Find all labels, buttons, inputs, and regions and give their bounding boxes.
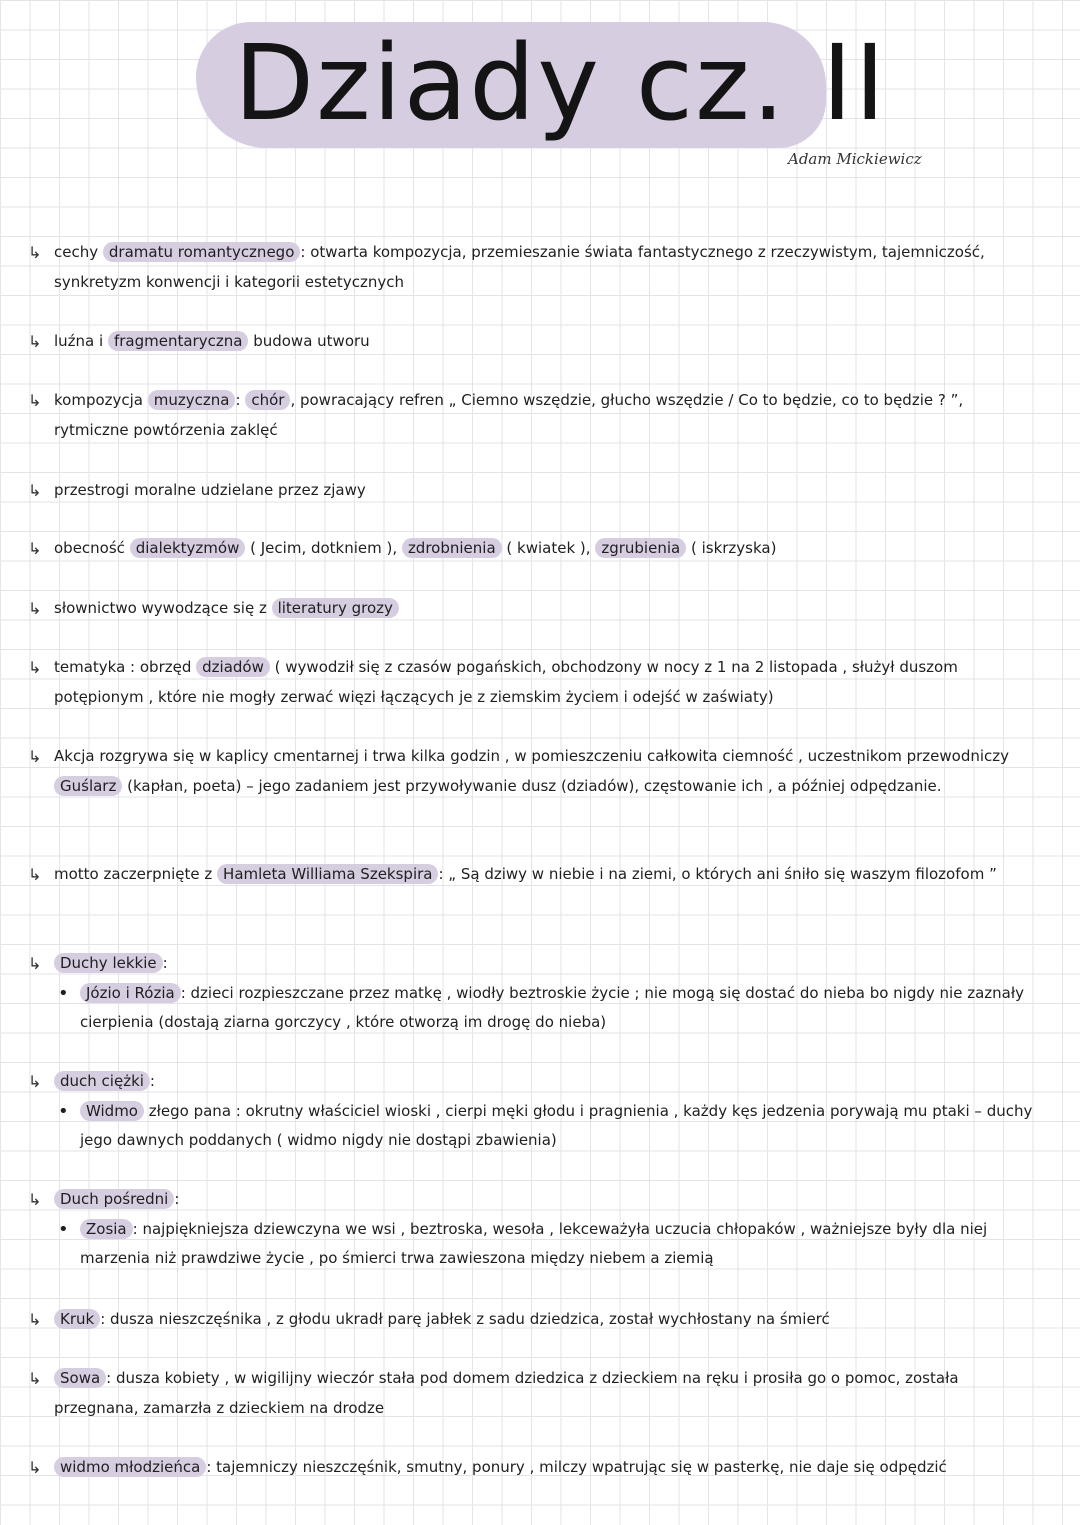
note-romantic-drama [28,238,1038,297]
highlighted-term: dialektyzmów [130,538,246,558]
note-light-spirits [28,949,1038,1038]
author: Adam Mickiewicz [788,150,922,168]
arrow-icon: ↳ [28,1458,42,1477]
highlighted-term: dramatu romantycznego [103,242,300,262]
bullet-icon: • [58,982,69,1004]
highlighted-term: dziadów [196,657,270,677]
arrow-icon: ↳ [28,1310,42,1329]
arrow-icon: ↳ [28,658,42,677]
note-musical-composition [28,386,1038,445]
highlighted-term: Hamleta Williama Szekspira [217,864,438,884]
note-structure [28,327,1038,357]
note-text: cechy dramatu romantycznego : otwarta kompozycja, przemieszanie świata fantastycznego z rzeczywistym, tajemniczość, synkretyzm konwencji i kategorii estetycznych [54,243,985,291]
highlighted-term: Zosia [80,1219,133,1239]
note-text: Duchy lekkie : [54,949,1038,979]
note-text: kompozycja muzyczna : chór , powracający refren „ Ciemno wszędzie, głucho wszędzie / Co to będzie, co to będzie ? ”, rytmiczne powtórzenia zaklęć [54,391,964,439]
note-text: motto zaczerpnięte z Hamleta Williama Szekspira : „ Są dziwy w niebie i na ziemi, o których ani śniło się waszym filozofom ” [54,865,997,883]
note-text: słownictwo wywodzące się z literatury grozy [54,594,1038,624]
note-text: Duch pośredni : [54,1185,1038,1215]
highlighted-term: literatury grozy [272,598,399,618]
arrow-icon: ↳ [28,481,42,500]
note-text: luźna i fragmentaryczna budowa utworu [54,332,370,350]
note-moral-warnings [28,476,1038,506]
bullet-icon: • [58,1218,69,1240]
sub-item: • Zosia : najpiękniejsza dziewczyna we wsi , beztroska, wesoła , lekceważyła uczucia chłopaków , ważniejsze były dla niej marzenia niż prawdziwe życie , po śmierci trwa zawieszona między niebem a ziemią [58,1215,1038,1274]
note-text: Sowa : dusza kobiety , w wigilijny wieczór stała pod domem dziedzica z dzieckiem na ręku i prosiła go o pomoc, została przegnana, zamarzła z dzieckiem na drodze [54,1369,959,1417]
page-title: Dziady cz. II [234,22,888,144]
highlighted-term: chór [245,390,290,410]
arrow-icon: ↳ [28,391,42,410]
title-block [196,8,888,158]
note-motto [28,860,1038,890]
note-owl [28,1364,1038,1423]
note-text: Akcja rozgrywa się w kaplicy cmentarnej i trwa kilka godzin , w pomieszczeniu całkowita ciemność , uczestnikom przewodniczy Guślarz (kapłan, poeta) – jego zadaniem jest przywoływanie dusz (dziadów), częstowanie ich , a później odpędzanie. [54,747,1010,795]
highlighted-term: widmo młodzieńca [54,1457,206,1477]
highlighted-term: Widmo [80,1101,144,1121]
note-heavy-spirit [28,1067,1038,1156]
note-text: przestrogi moralne udzielane przez zjawy [54,481,366,499]
highlighted-term: fragmentaryczna [108,331,248,351]
arrow-icon: ↳ [28,1072,42,1091]
note-raven [28,1305,1038,1335]
highlighted-term: Sowa [54,1368,106,1388]
note-text: obecność dialektyzmów ( Jecim, dotkniem ), zdrobnienia ( kwiatek ), zgrubienia ( iskrzyska) [54,539,777,557]
arrow-icon: ↳ [28,1369,42,1388]
note-text: tematyka : obrzęd dziadów ( wywodził się z czasów pogańskich, obchodzony w nocy z 1 na 2 listopada , służył duszom potępionym , które nie mogły zerwać więzi łączących je z ziemskim życiem i odejść w zaświaty) [54,658,958,706]
highlighted-term: Guślarz [54,776,122,796]
arrow-icon: ↳ [28,599,42,618]
arrow-icon: ↳ [28,243,42,262]
arrow-icon: ↳ [28,539,42,558]
note-text: Kruk : dusza nieszczęśnika , z głodu ukradł parę jabłek z sadu dziedzica, został wychłostany na śmierć [54,1305,1038,1335]
highlighted-term: Duchy lekkie [54,953,163,973]
highlighted-term: zdrobnienia [402,538,502,558]
note-action [28,742,1038,801]
arrow-icon: ↳ [28,332,42,351]
sub-item: • Widmo złego pana : okrutny właściciel wioski , cierpi męki głodu i pragnienia , każdy kęs jedzenia porywają mu ptaki – duchy jego dawnych poddanych ( widmo nigdy nie dostąpi zbawienia) [58,1097,1038,1156]
bullet-icon: • [58,1100,69,1122]
highlighted-term: duch ciężki [54,1071,150,1091]
note-text: duch ciężki : [54,1067,1038,1097]
arrow-icon: ↳ [28,1190,42,1209]
highlighted-term: zgrubienia [595,538,686,558]
highlighted-term: muzyczna [148,390,236,410]
arrow-icon: ↳ [28,865,42,884]
highlighted-term: Józio i Rózia [80,983,181,1003]
note-text: widmo młodzieńca : tajemniczy nieszczęśnik, smutny, ponury , milczy wpatrując się w pasterkę, nie daje się odpędzić [54,1453,1038,1483]
arrow-icon: ↳ [28,954,42,973]
arrow-icon: ↳ [28,747,42,766]
note-vocabulary [28,594,1038,624]
highlighted-term: Duch pośredni [54,1189,174,1209]
note-theme [28,653,1038,712]
sub-item: • Józio i Rózia : dzieci rozpieszczane przez matkę , wiodły beztroskie życie ; nie mogą się dostać do nieba bo nigdy nie zaznały cierpienia (dostają ziarna gorczycy , które otworzą im drogę do nieba) [58,979,1038,1038]
note-dialects [28,534,1038,564]
note-intermediate-spirit [28,1185,1038,1274]
note-young-man-ghost [28,1453,1038,1483]
highlighted-term: Kruk [54,1309,100,1329]
